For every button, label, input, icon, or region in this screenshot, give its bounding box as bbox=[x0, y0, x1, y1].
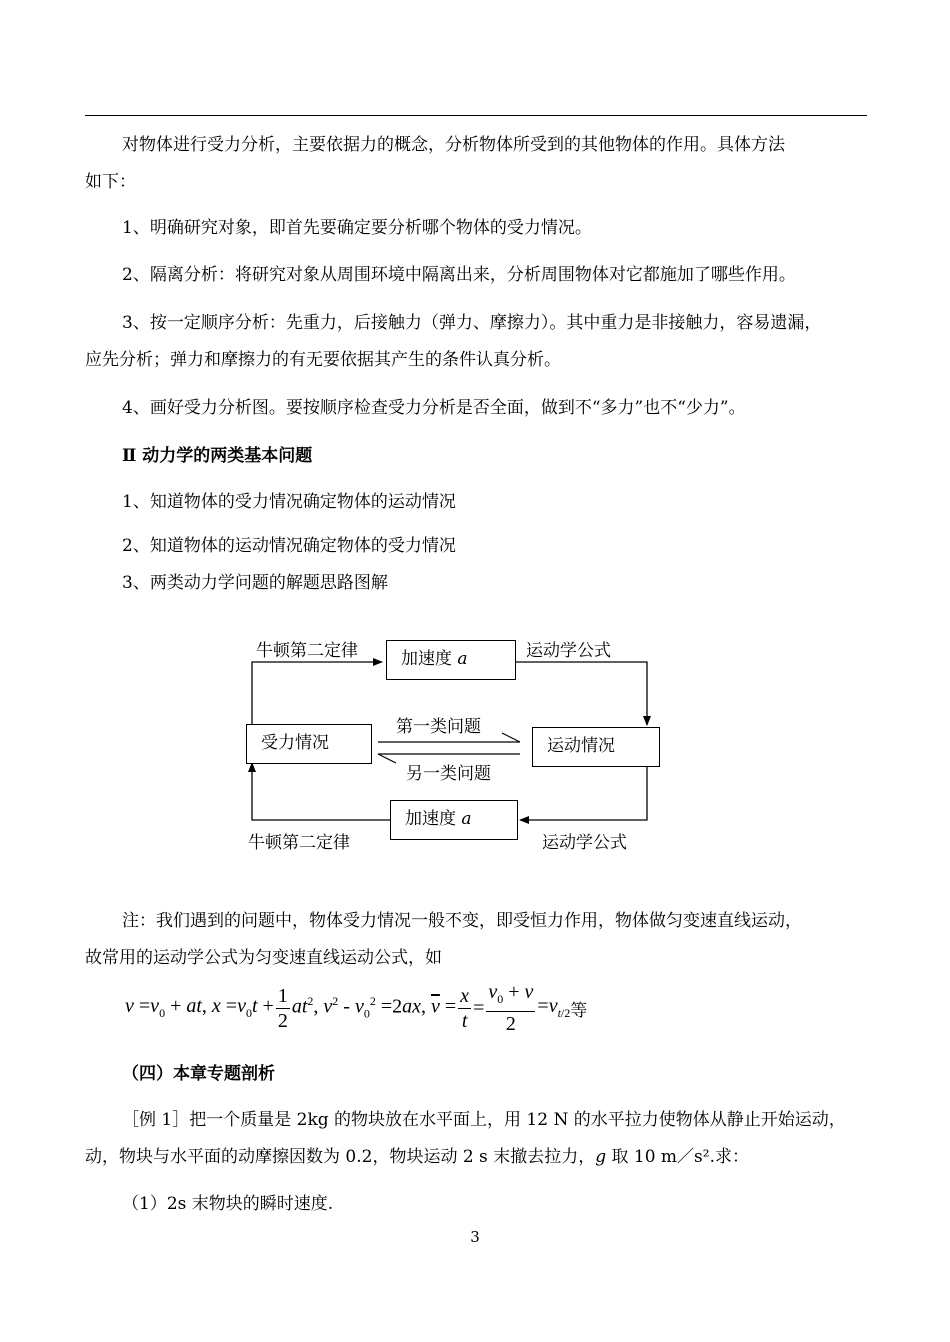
example-1-text-end: 取 10 m／s².求： bbox=[606, 1147, 749, 1167]
example-1-text: 动，物块与水平面的动摩擦因数为 0.2，物块运动 2 s 末撤去拉力， bbox=[85, 1147, 596, 1167]
arrow-bottom-left bbox=[252, 763, 390, 820]
accel-box-bottom bbox=[390, 800, 518, 840]
step-3-line-2: 应先分析；弹力和摩擦力的有无要依据其产生的条件认真分析。 bbox=[85, 350, 561, 370]
newton-law-bottom: 牛顿第二定律 bbox=[248, 833, 350, 853]
note-line-2: 故常用的运动学公式为匀变速直线运动公式，如 bbox=[85, 948, 442, 968]
kinematics-formula: $v =v_0$ + at, $x =v_0t$ + $\frac{1}{2}$ $at^2$, $v^2 - v_0^2 =2ax$, $\overline{v}$ = $\frac{x}{t}$ = $\frac{v_0 + v}{2}$ $=v_{t/2}$等 bbox=[125, 981, 588, 1035]
gravity-var: g bbox=[595, 1147, 607, 1167]
first-type-label: 第一类问题 bbox=[396, 717, 481, 737]
kinematics-bottom: 运动学公式 bbox=[542, 833, 627, 853]
note-line-1: 注：我们遇到的问题中，物体受力情况一般不变，即受恒力作用，物体做匀变速直线运动， bbox=[122, 911, 802, 931]
newton-law-top: 牛顿第二定律 bbox=[256, 641, 358, 661]
question-1: （1）2s 末物块的瞬时速度. bbox=[122, 1194, 334, 1214]
arrow-top-left bbox=[252, 662, 382, 724]
intro-line-1: 对物体进行受力分析，主要依据力的概念，分析物体所受到的其他物体的作用。具体方法 bbox=[122, 135, 785, 155]
accel-top-label: 加速度 bbox=[401, 649, 458, 669]
accel-bottom-var: a bbox=[461, 809, 472, 829]
header-rule bbox=[85, 115, 867, 116]
step-3-line-1: 3、按一定顺序分析：先重力，后接触力（弹力、摩擦力）。其中重力是非接触力，容易遗漏， bbox=[122, 313, 822, 333]
example-1-line-1: ［例 1］把一个质量是 2kg 的物块放在水平面上，用 12 N 的水平拉力使物体从静止开始运动， bbox=[122, 1110, 846, 1130]
section-heading-4: （四）本章专题剖析 bbox=[122, 1064, 275, 1084]
section-heading-2: Ⅱ 动力学的两类基本问题 bbox=[122, 446, 313, 466]
motion-box: 运动情况 bbox=[532, 727, 660, 767]
formula-suffix: 等 bbox=[570, 1000, 588, 1021]
accel-bottom-label: 加速度 bbox=[405, 809, 462, 829]
section2-item-1: 1、知道物体的受力情况确定物体的运动情况 bbox=[122, 492, 456, 512]
intro-line-2: 如下： bbox=[85, 172, 136, 192]
arrow-bottom-right bbox=[520, 766, 647, 820]
step-4: 4、画好受力分析图。要按顺序检查受力分析是否全面，做到不“多力”也不“少力”。 bbox=[122, 398, 746, 418]
section2-item-3: 3、两类动力学问题的解题思路图解 bbox=[122, 573, 388, 593]
page-number: 3 bbox=[470, 1228, 480, 1246]
arrow-top-right bbox=[516, 662, 647, 725]
accel-top-var: a bbox=[457, 649, 468, 669]
second-type-label: 另一类问题 bbox=[406, 764, 491, 784]
kinematics-top: 运动学公式 bbox=[526, 641, 611, 661]
example-1-line-2 bbox=[85, 1141, 749, 1173]
section2-item-2: 2、知道物体的运动情况确定物体的受力情况 bbox=[122, 536, 456, 556]
step-1: 1、明确研究对象，即首先要确定要分析哪个物体的受力情况。 bbox=[122, 218, 592, 238]
step-2: 2、隔离分析：将研究对象从周围环境中隔离出来，分析周围物体对它都施加了哪些作用。 bbox=[122, 265, 796, 285]
force-box: 受力情况 bbox=[246, 724, 372, 764]
accel-box-top bbox=[386, 640, 516, 680]
dynamics-flow-diagram bbox=[230, 620, 690, 870]
